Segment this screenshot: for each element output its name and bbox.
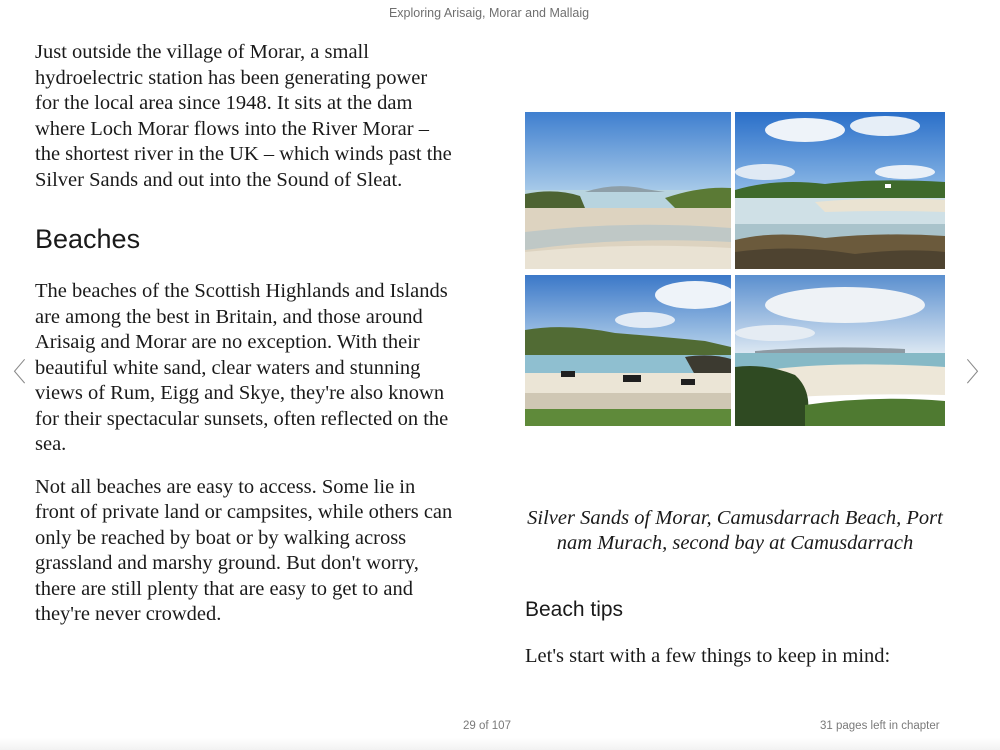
next-page-icon[interactable]: 〉 [966,358,993,388]
beaches-heading: Beaches [35,224,141,254]
beach-photo-gallery[interactable] [525,112,945,426]
photo-port-nam-murach[interactable] [525,275,731,426]
paragraph-beach-access: Not all beaches are easy to access. Some lie in front of private land or campsites, while others can only be reached by boat or by walking across grassland and marshy ground. But don't worry, there are still plenty that are easy to get to and they're never crowded. [35,475,453,625]
previous-page-icon[interactable]: 〈 [0,358,27,388]
photo-silver-sands[interactable] [525,112,731,269]
page-bottom-shadow [0,738,1000,750]
beach-tips-heading: Beach tips [525,598,624,621]
gallery-caption: Silver Sands of Morar, Camusdarrach Beach, Port nam Murach, second bay at Camusdarrach [527,507,943,554]
photo-second-bay-camusdarrach[interactable] [735,275,945,426]
left-page [35,40,455,628]
photo-camusdarrach-beach[interactable] [735,112,945,269]
paragraph-hydroelectric: Just outside the village of Morar, a small hydroelectric station has been generating power for the local area since 1948. It sits at the dam where Loch Morar flows into the River Morar – the shortest river in the UK – which winds past the Silver Sands and out into the Sound of Sleat. [35,41,452,191]
paragraph-beach-tips: Let's start with a few things to keep in mind: [525,645,891,667]
pages-left-in-chapter: 31 pages left in chapter [820,720,940,732]
book-title: Exploring Arisaig, Morar and Mallaig [388,6,590,20]
page-number: 29 of 107 [463,720,511,732]
paragraph-beaches-intro: The beaches of the Scottish Highlands and Islands are among the best in Britain, and those around Arisaig and Morar are no exception. With their beautiful white sand, clear waters and stunning views of Rum, Eigg and Skye, they're also known for their spectacular sunsets, often reflected on the sea. [35,280,449,455]
